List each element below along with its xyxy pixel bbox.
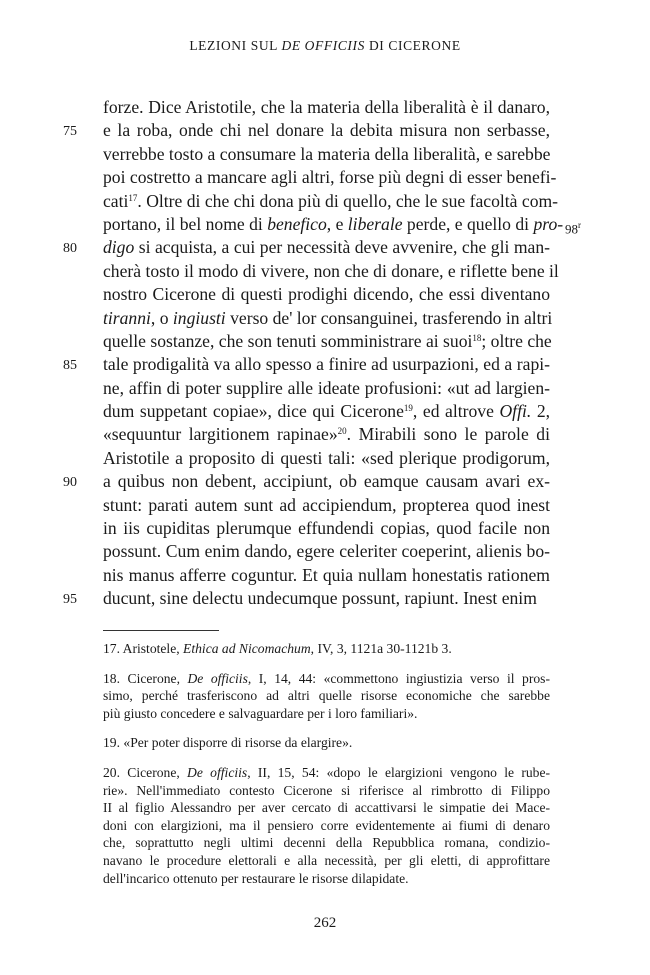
margin-reference-number: 98 bbox=[565, 221, 578, 237]
italic-text: benefico bbox=[267, 213, 327, 234]
italic-text: De officiis bbox=[187, 764, 248, 780]
text-run: II al figlio Alessandro per aver cercato di accattivarsi le simpatie dei Mace- bbox=[103, 800, 550, 816]
text-run: nostro Cicerone di questi prodighi dicendo, che essi diventano bbox=[103, 284, 550, 305]
footnote bbox=[103, 640, 550, 658]
line-number: 85 bbox=[63, 358, 77, 374]
footnote-line bbox=[103, 852, 550, 870]
text-run: nis manus afferre coguntur. Et quia nullam honestatis rationem bbox=[103, 564, 550, 585]
text-run: 2, bbox=[531, 401, 551, 422]
text-run: dell'incarico ottenuto per restaurare le risorse dilapidate. bbox=[103, 870, 409, 886]
text-run: , ed altrove bbox=[412, 401, 500, 422]
header-suffix: DI CICERONE bbox=[364, 38, 461, 53]
text-run: stunt: parati autem sunt ad accipiendum, propterea quod inest bbox=[103, 494, 550, 515]
text-run: rie». Nell'immediato contesto Cicerone si riferisce al rimbrotto di Filippo bbox=[103, 782, 550, 798]
text-run: a quibus non debent, accipiunt, ob eamque causam avari ex- bbox=[103, 471, 550, 492]
text-run: . Mirabili sono le parole di bbox=[346, 424, 550, 445]
text-run: perde, e quello di bbox=[402, 213, 534, 234]
text-run: verrebbe tosto a consumare la materia della liberalità, e sarebbe bbox=[103, 143, 551, 164]
footnote-ref: 20 bbox=[337, 426, 347, 437]
text-run: ne, affin di poter supplire alle ideate profusioni: «ut ad largien- bbox=[103, 377, 550, 398]
text-run: 20. Cicerone, bbox=[103, 764, 188, 780]
text-line bbox=[103, 190, 559, 213]
footnote-line bbox=[103, 870, 550, 888]
text-run: ; oltre che bbox=[481, 330, 552, 351]
text-line bbox=[103, 166, 557, 189]
text-line bbox=[63, 236, 550, 259]
text-run: «sequuntur largitionem rapinae» bbox=[103, 424, 338, 445]
text-run: , I, 14, 44: «commettono ingiustizia verso il pros- bbox=[247, 670, 550, 686]
text-run: ducunt, sine delectu undecumque possunt, rapiunt. Inest enim bbox=[103, 588, 537, 609]
text-line bbox=[103, 377, 550, 400]
footnote-line bbox=[103, 817, 550, 835]
text-run: 17. Aristotele, bbox=[103, 641, 184, 656]
italic-text: ingiusti bbox=[172, 307, 226, 328]
footnote-ref: 18 bbox=[472, 332, 482, 343]
italic-text: Ethica ad Nicomachum bbox=[183, 641, 311, 656]
text-run: più giusto concedere e salvaguardare per i loro familiari». bbox=[103, 705, 418, 721]
text-run: portano, il bel nome di bbox=[103, 213, 268, 234]
text-run: poi costretto a mancare agli altri, forse più degni di esser benefi- bbox=[103, 167, 557, 188]
text-line bbox=[63, 353, 550, 376]
text-run: forze. Dice Aristotile, che la materia della liberalità è il danaro, bbox=[103, 97, 550, 117]
running-header bbox=[0, 38, 650, 54]
text-run: verso de' lor consanguinei, trasferendo in altri bbox=[225, 307, 553, 328]
text-line bbox=[63, 119, 550, 142]
text-run: dum suppetant copiae», dice qui Cicerone bbox=[103, 401, 404, 422]
footnote-line bbox=[103, 705, 550, 723]
text-line bbox=[103, 143, 550, 166]
text-run: . Oltre di che chi dona più di quello, che le sue facoltà com- bbox=[137, 190, 559, 211]
text-run: 19. «Per poter disporre di risorse da elargire». bbox=[103, 735, 353, 751]
text-line bbox=[103, 494, 550, 517]
header-italic-title: DE OFFICIIS bbox=[281, 38, 365, 53]
text-run: doni con elargizioni, ma il pensiero corre evidentemente ai fiumi di denaro bbox=[103, 817, 550, 833]
italic-text: De officiis bbox=[187, 670, 248, 686]
footnote-line bbox=[103, 799, 550, 817]
text-line bbox=[103, 564, 550, 587]
italic-text: liberale bbox=[347, 213, 403, 234]
text-run: quelle sostanze, che son tenuti somministrare ai suoi bbox=[103, 330, 473, 351]
text-line bbox=[103, 260, 559, 283]
footnote-line bbox=[103, 687, 550, 705]
text-run: , II, 15, 54: «dopo le elargizioni vengono le rube- bbox=[247, 764, 550, 780]
margin-reference-suffix: r bbox=[578, 219, 581, 230]
margin-reference bbox=[565, 214, 581, 241]
text-run: 18. Cicerone, bbox=[103, 670, 188, 686]
text-run: cherà tosto il modo di vivere, non che di donare, e riflette bene il bbox=[103, 260, 559, 281]
line-number: 95 bbox=[63, 592, 77, 608]
footnotes bbox=[103, 640, 550, 899]
footnote-ref: 17 bbox=[128, 192, 138, 203]
text-line bbox=[103, 517, 550, 540]
text-line bbox=[103, 423, 550, 446]
footnote-line bbox=[103, 670, 550, 688]
text-line bbox=[103, 213, 581, 237]
text-run: cati bbox=[103, 190, 129, 211]
text-line bbox=[103, 307, 553, 330]
text-run: simo, perché trasferiscono ad altri quelle risorse economiche che sarebbe bbox=[103, 688, 550, 704]
text-run: navano le procedure elettorali e alla necessità, per gli eletti, di approfittare bbox=[103, 852, 550, 868]
footnote bbox=[103, 764, 550, 887]
header-prefix: LEZIONI SUL bbox=[189, 38, 282, 53]
footnote-line bbox=[103, 834, 550, 852]
footnote-ref: 19 bbox=[403, 403, 413, 414]
text-run: Aristotile a proposito di questi tali: «sed plerique prodigorum, bbox=[103, 447, 550, 468]
italic-text: digo bbox=[103, 237, 135, 258]
text-line bbox=[63, 587, 550, 610]
text-run: che, soprattutto negli ultimi decenni della Repubblica romana, condizio- bbox=[103, 835, 550, 851]
footnote-line bbox=[103, 734, 550, 752]
italic-text: pro- bbox=[533, 213, 564, 234]
text-run: , e bbox=[326, 213, 348, 234]
text-line bbox=[63, 470, 550, 493]
footnote bbox=[103, 734, 550, 752]
text-run: , o bbox=[150, 307, 173, 328]
main-text bbox=[63, 96, 581, 611]
text-run: tale prodigalità va allo spesso a finire ad usurpazioni, ed a rapi- bbox=[103, 354, 550, 375]
line-number: 90 bbox=[63, 475, 77, 491]
line-number: 80 bbox=[63, 241, 77, 257]
italic-text: Offi. bbox=[499, 401, 532, 422]
text-line bbox=[103, 540, 550, 563]
text-line bbox=[103, 447, 550, 470]
footnote-line bbox=[103, 640, 550, 658]
text-line bbox=[103, 96, 550, 119]
text-line bbox=[103, 330, 550, 353]
footnote-line bbox=[103, 764, 550, 782]
text-line bbox=[103, 400, 550, 423]
text-line bbox=[103, 283, 550, 306]
text-run: in iis cupiditas plerumque effundendi copias, quod facile non bbox=[103, 518, 550, 539]
footnote bbox=[103, 670, 550, 723]
page-number: 262 bbox=[313, 915, 337, 931]
text-run: si acquista, a cui per necessità deve avvenire, che gli man- bbox=[134, 237, 550, 258]
line-number: 75 bbox=[63, 124, 77, 140]
text-run: , IV, 3, 1121a 30-1121b 3. bbox=[310, 641, 452, 656]
footnote-rule bbox=[103, 630, 219, 631]
text-run: e la roba, onde chi nel donare la debita misura non serbasse, bbox=[103, 120, 550, 141]
text-run: possunt. Cum enim dando, egere celeriter coeperint, alienis bo- bbox=[103, 541, 550, 562]
footnote-line bbox=[103, 782, 550, 800]
italic-text: tiranni bbox=[103, 307, 151, 328]
